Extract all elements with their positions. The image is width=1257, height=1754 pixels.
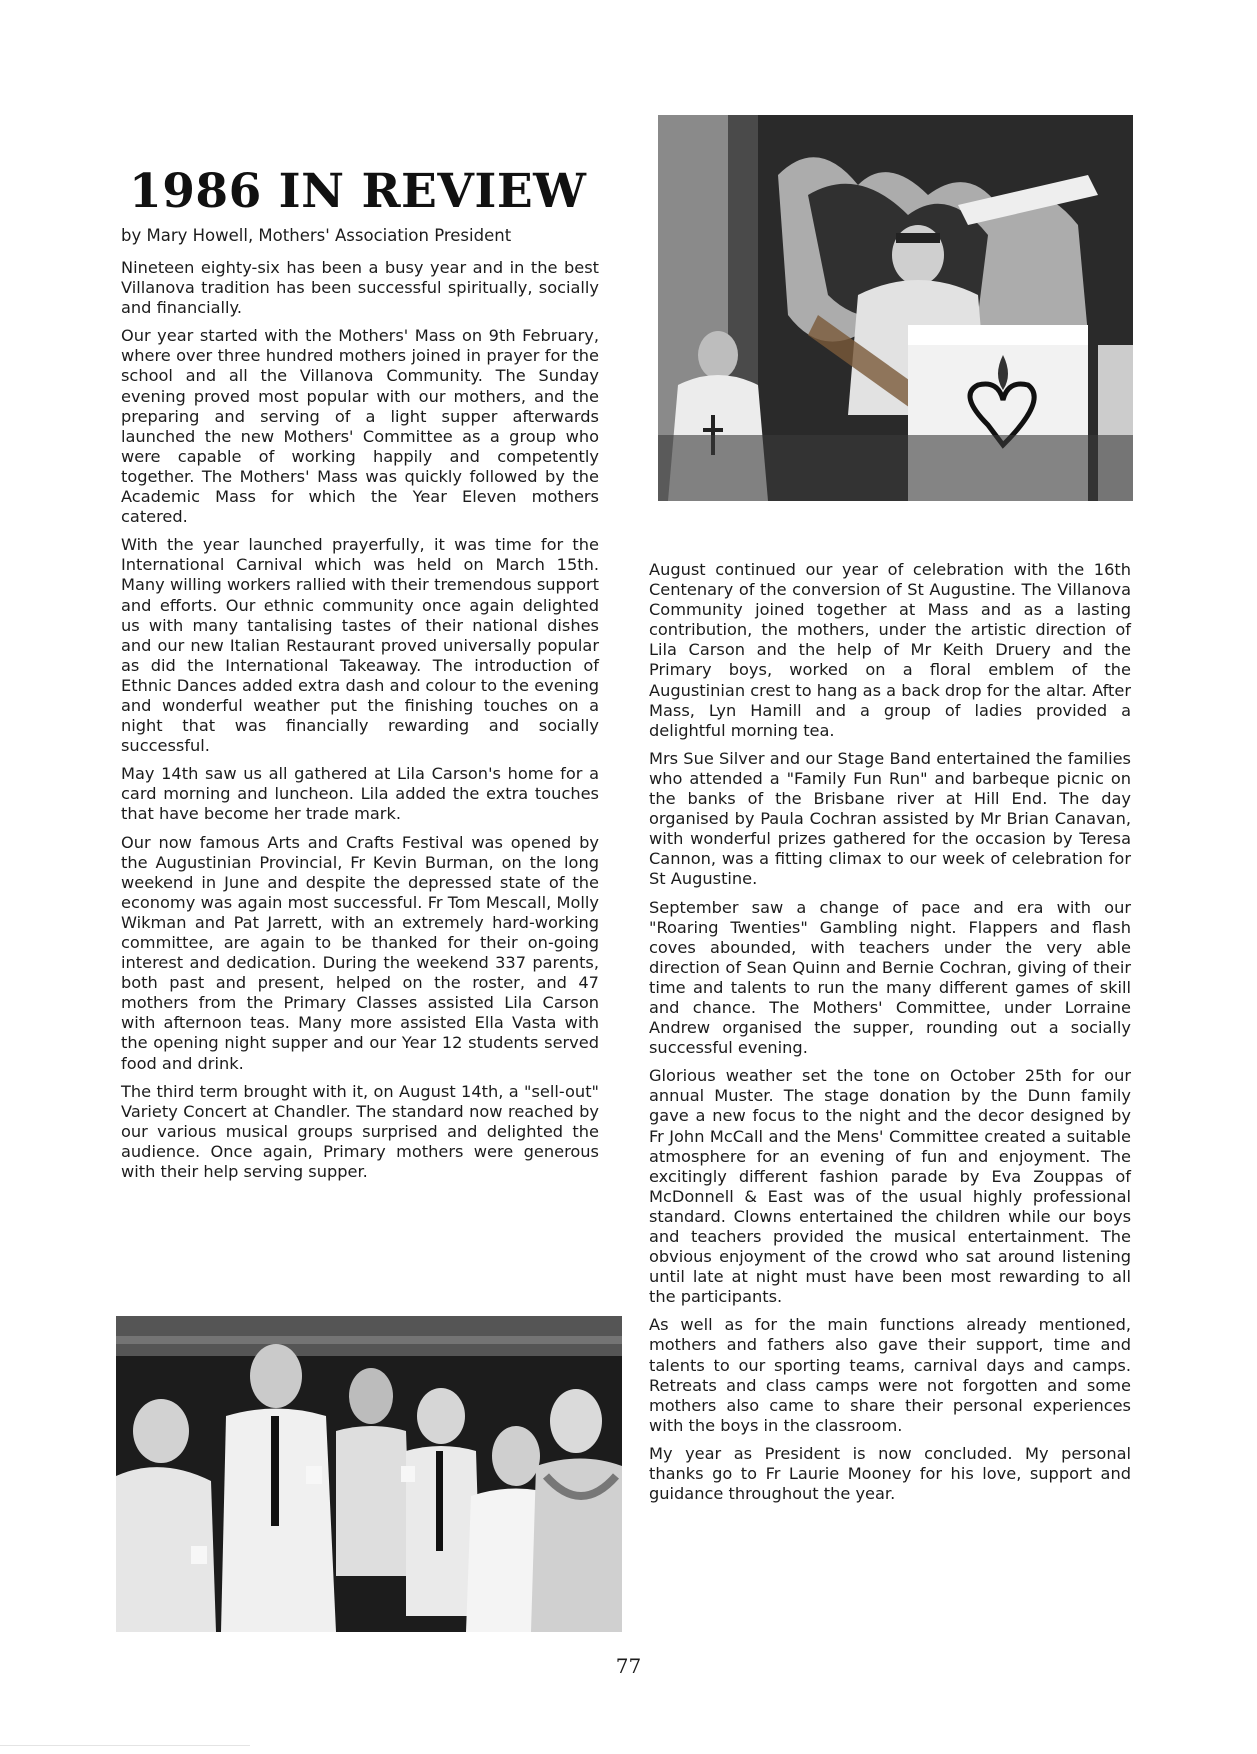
photo-function-crowd-image bbox=[116, 1316, 622, 1632]
paragraph: Glorious weather set the tone on October 25th for our annual Muster. The stage donation by the Dunn family gave a new focus to the night and the decor designed by Fr John McCall and the Mens' Committee created a suitable atmosphere for an evening of fun and enjoyment. The excitingly different fashion parade by Eva Zouppas of McDonnell & East was of the usual highly professional standard. Clowns entertained the children while our boys and teachers provided the musical entertainment. The obvious enjoyment of the crowd who sat around listening until late at night must have been most rewarding to all the participants. bbox=[649, 1066, 1131, 1307]
paragraph: With the year launched prayerfully, it was time for the International Carnival which was held on March 15th. Many willing workers rallied with their tremendous support and efforts. Our ethnic community once again delighted us with many tantalising tastes of their national dishes and our new Italian Restaurant proved universally popular as did the International Takeaway. The introduction of Ethnic Dances added extra dash and colour to the evening and wonderful weather put the finishing touches on a night that was financially rewarding and socially successful. bbox=[121, 535, 599, 756]
photo-function-crowd bbox=[116, 1316, 622, 1632]
paragraph: Nineteen eighty-six has been a busy year and in the best Villanova tradition has been successful spiritually, socially and financially. bbox=[121, 258, 599, 318]
paragraph: Mrs Sue Silver and our Stage Band entertained the families who attended a "Family Fun Run" and barbeque picnic on the banks of the Brisbane river at Hill End. The day organised by Paula Cochran assisted by Mr Brian Canavan, with wonderful prizes gathered for the occasion by Teresa Cannon, was a fitting climax to our week of celebration for St Augustine. bbox=[649, 748, 1131, 889]
paragraph: The third term brought with it, on August 14th, a "sell-out" Variety Concert at Chandler. The standard now reached by our various musical groups surprised and delighted the audience. Once again, Primary mothers were generous with their help serving supper. bbox=[121, 1081, 599, 1182]
paragraph: Our year started with the Mothers' Mass on 9th February, where over three hundred mothers joined in prayer for the school and all the Villanova Community. The Sunday evening proved most popular with our mothers, and the preparing and serving of a light supper afterwards launched the new Mothers' Committee as a group who were capable of working happily and competently together. The Mothers' Mass was quickly followed by the Academic Mass for which the Year Eleven mothers catered. bbox=[121, 326, 599, 527]
paragraph: September saw a change of pace and era with our "Roaring Twenties" Gambling night. Flappers and flash coves abounded, with teachers under the very able direction of Sean Quinn and Bernie Cochran, giving of their time and talents to run the many different games of skill and chance. The Mothers' Committee, under Lorraine Andrew organised the supper, rounding out a socially successful evening. bbox=[649, 897, 1131, 1058]
photo-mass-guitarist-image bbox=[658, 115, 1133, 501]
paragraph: May 14th saw us all gathered at Lila Carson's home for a card morning and luncheon. Lila added the extra touches that have become her trade mark. bbox=[121, 764, 599, 824]
article-byline: by Mary Howell, Mothers' Association President bbox=[121, 226, 512, 245]
bottom-rule bbox=[0, 1745, 250, 1746]
left-column bbox=[121, 258, 599, 1190]
article-title: 1986 IN REVIEW bbox=[129, 164, 587, 219]
paragraph: My year as President is now concluded. My personal thanks go to Fr Laurie Mooney for his love, support and guidance throughout the year. bbox=[649, 1443, 1131, 1504]
paragraph: As well as for the main functions already mentioned, mothers and fathers also gave their support, time and talents to our sporting teams, carnival days and camps. Retreats and class camps were not forgotten and some mothers also came to share their personal experiences with the boys in the classroom. bbox=[649, 1315, 1131, 1435]
paragraph: August continued our year of celebration with the 16th Centenary of the conversion of St Augustine. The Villanova Community joined together at Mass and as a lasting contribution, the mothers, under the artistic direction of Lila Carson and the help of Mr Keith Druery and the Primary boys, worked on a floral emblem of the Augustinian crest to hang as a back drop for the altar. After Mass, Lyn Hamill and a group of ladies provided a delightful morning tea. bbox=[649, 560, 1131, 740]
page-number: 77 bbox=[615, 1654, 642, 1678]
paragraph: Our now famous Arts and Crafts Festival was opened by the Augustinian Provincial, Fr Kevin Burman, on the long weekend in June and despite the depressed state of the economy was again most successful. Fr Tom Mescall, Molly Wikman and Pat Jarrett, with an extremely hard-working committee, are again to be thanked for their on-going interest and dedication. During the weekend 337 parents, both past and present, helped on the roster, and 47 mothers from the Primary Classes assisted Lila Carson with afternoon teas. Many more assisted Ella Vasta with the opening night supper and our Year 12 students served food and drink. bbox=[121, 832, 599, 1073]
photo-mass-guitarist bbox=[658, 115, 1133, 501]
right-column bbox=[649, 560, 1131, 1512]
